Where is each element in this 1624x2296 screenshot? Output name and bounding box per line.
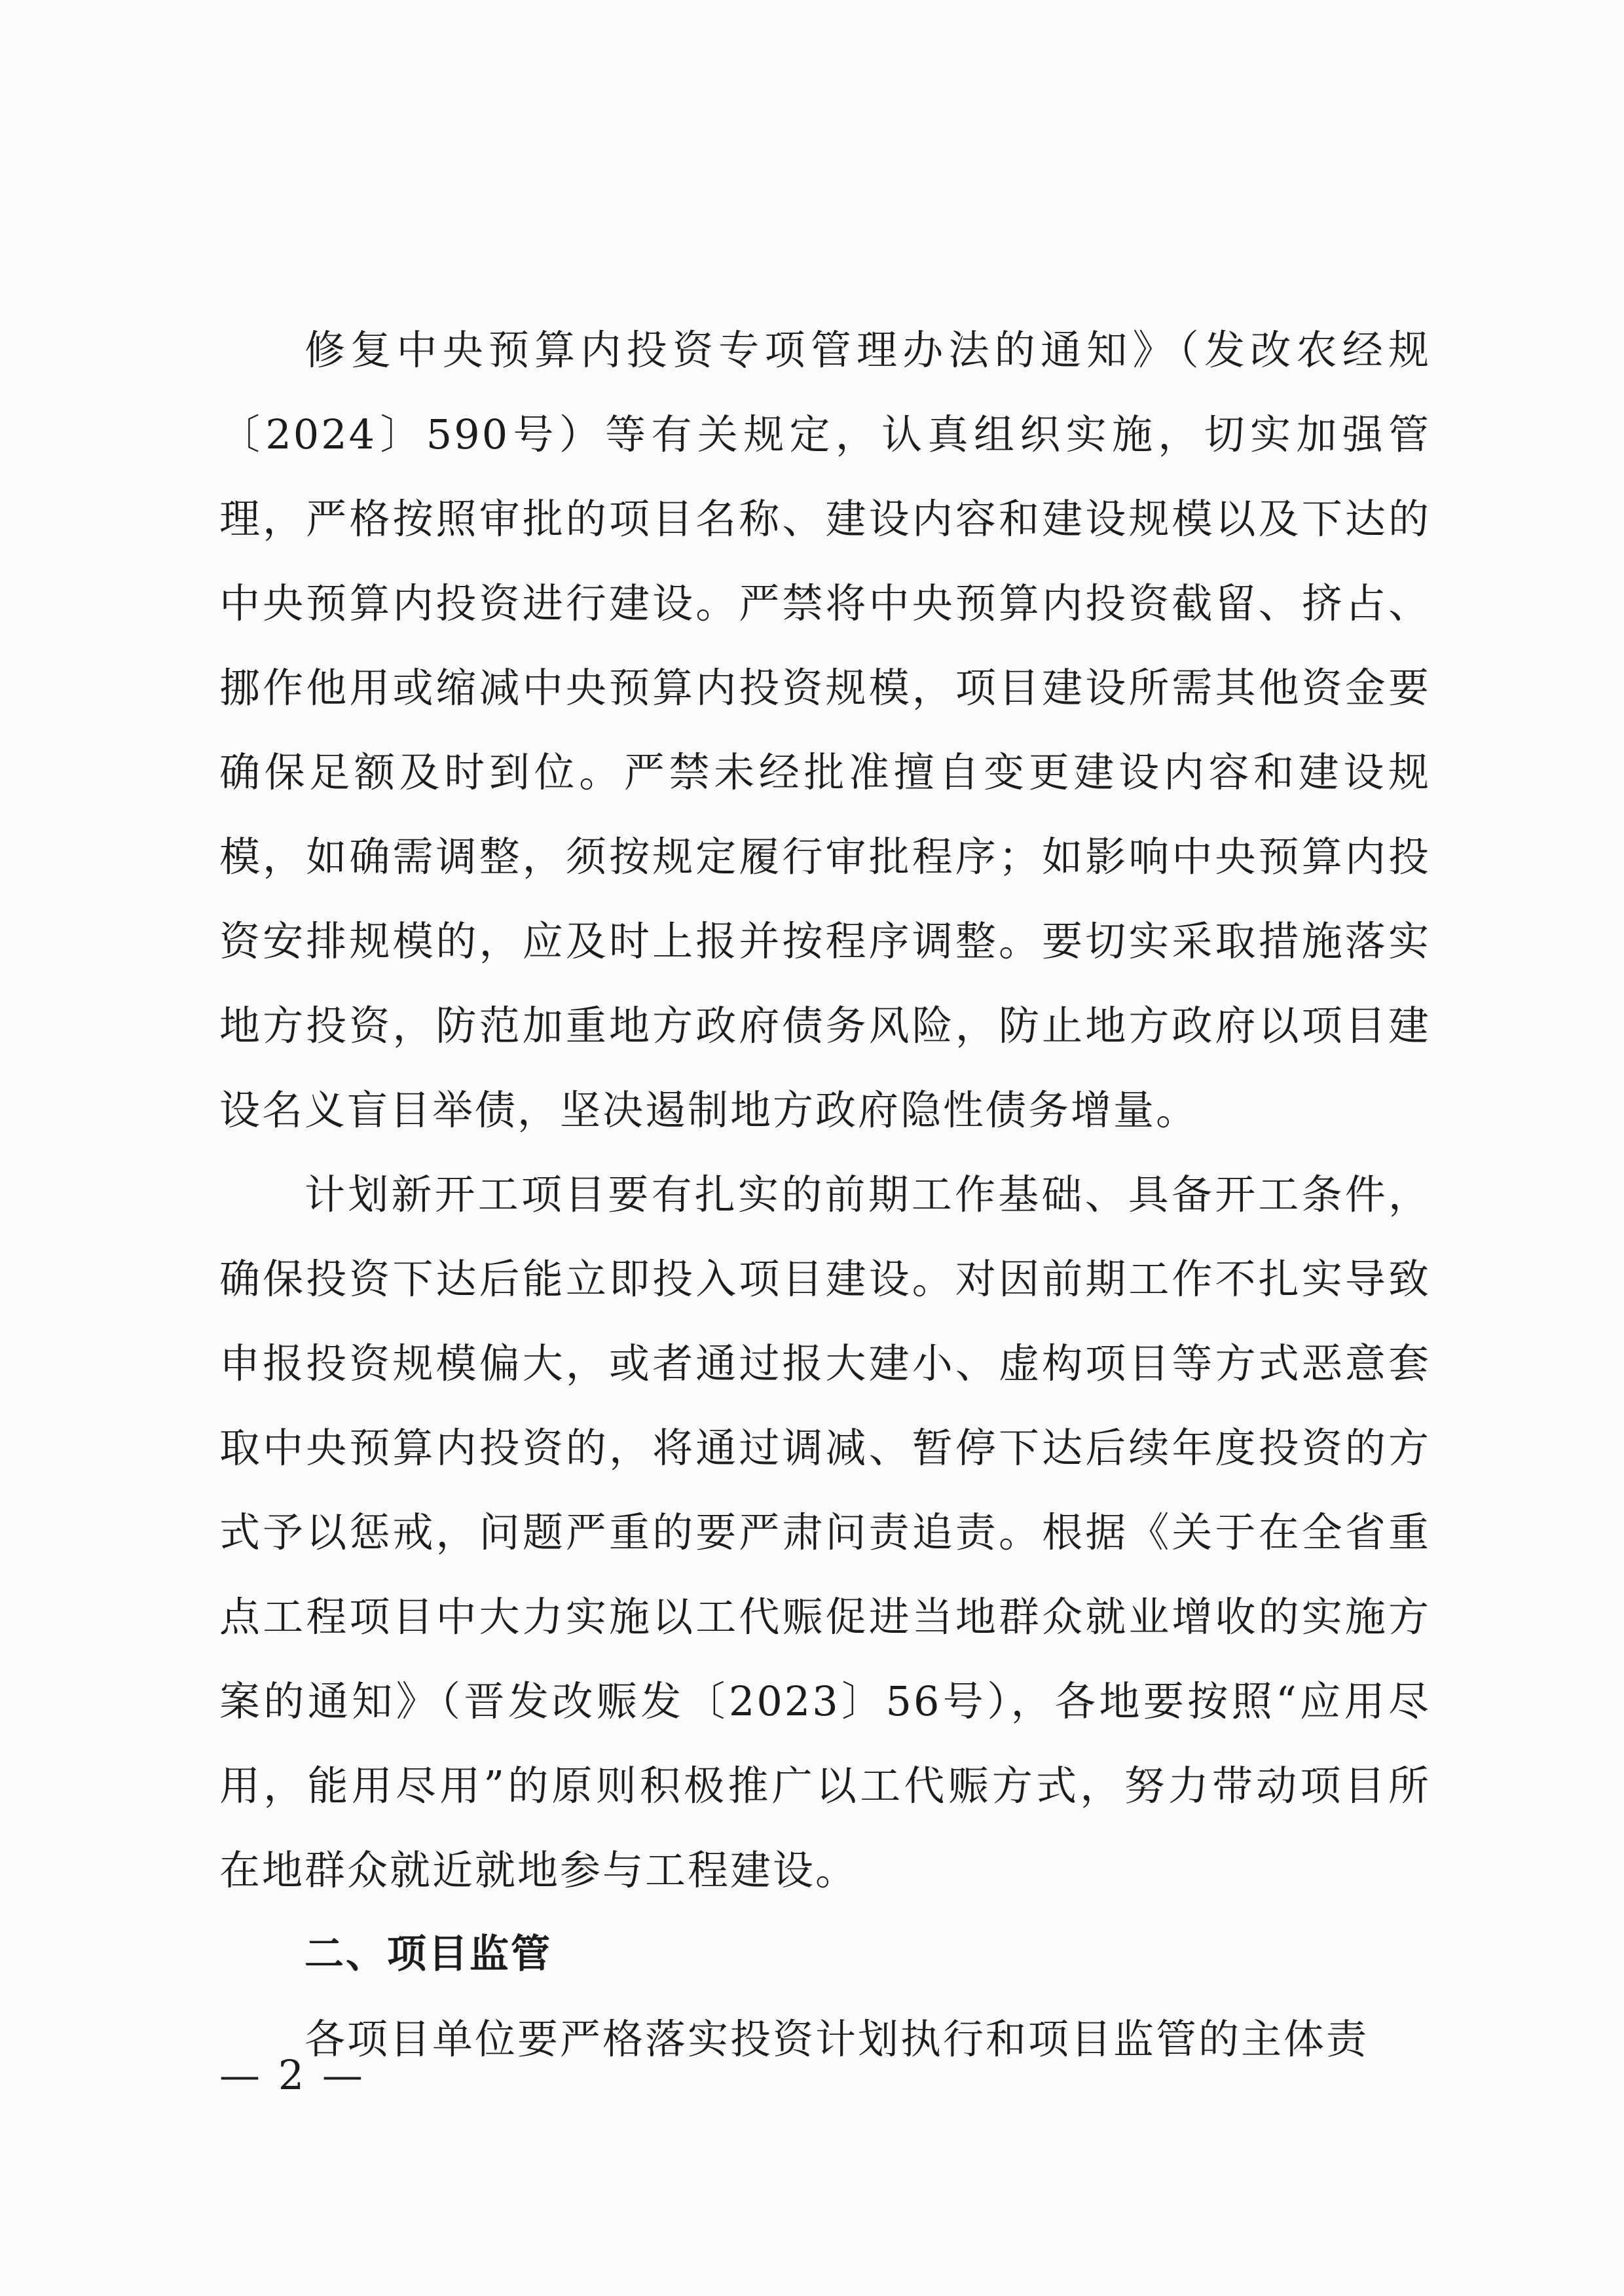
- document-body: [219, 308, 1431, 2081]
- paragraph-supervision: 各项目单位要严格落实投资计划执行和项目监管的主体责: [304, 2015, 1369, 2063]
- paragraph-continued: 修复中央预算内投资专项管理办法的通知》（发改农经规〔2024〕590号）等有关规定，认真组织实施，切实加强管理，严格按照审批的项目名称、建设内容和建设规模以及下达的中央预算内投资进行建设。严禁将中央预算内投资截留、挤占、挪作他用或缩减中央预算内投资规模，项目建设所需其他资金要确保足额及时到位。严禁未经批准擅自变更建设内容和建设规模，如确需调整，须按规定履行审批程序；如影响中央预算内投资安排规模的，应及时上报并按程序调整。要切实采取措施落实地方投资，防范加重地方政府债务风险，防止地方政府以项目建设名义盲目举债，坚决遏制地方政府隐性债务增量。: [219, 326, 1431, 1134]
- section-heading-project-supervision: 二、项目监管: [304, 1931, 552, 1977]
- paragraph-new-construction: 计划新开工项目要有扎实的前期工作基础、具备开工条件，确保投资下达后能立即投入项目建设。对因前期工作不扎实导致申报投资规模偏大，或者通过报大建小、虚构项目等方式恶意套取中央预算内投资的，将通过调减、暂停下达后续年度投资的方式予以惩戒，问题严重的要严肃问责追责。根据《关于在全省重点工程项目中大力实施以工代赈促进当地群众就业增收的实施方案的通知》（晋发改赈发〔2023〕56号），各地要按照“应用尽用，能用尽用”的原则积极推广以工代赈方式，努力带动项目所在地群众就近就地参与工程建设。: [219, 1171, 1431, 1894]
- page-number: — 2 —: [219, 2051, 365, 2099]
